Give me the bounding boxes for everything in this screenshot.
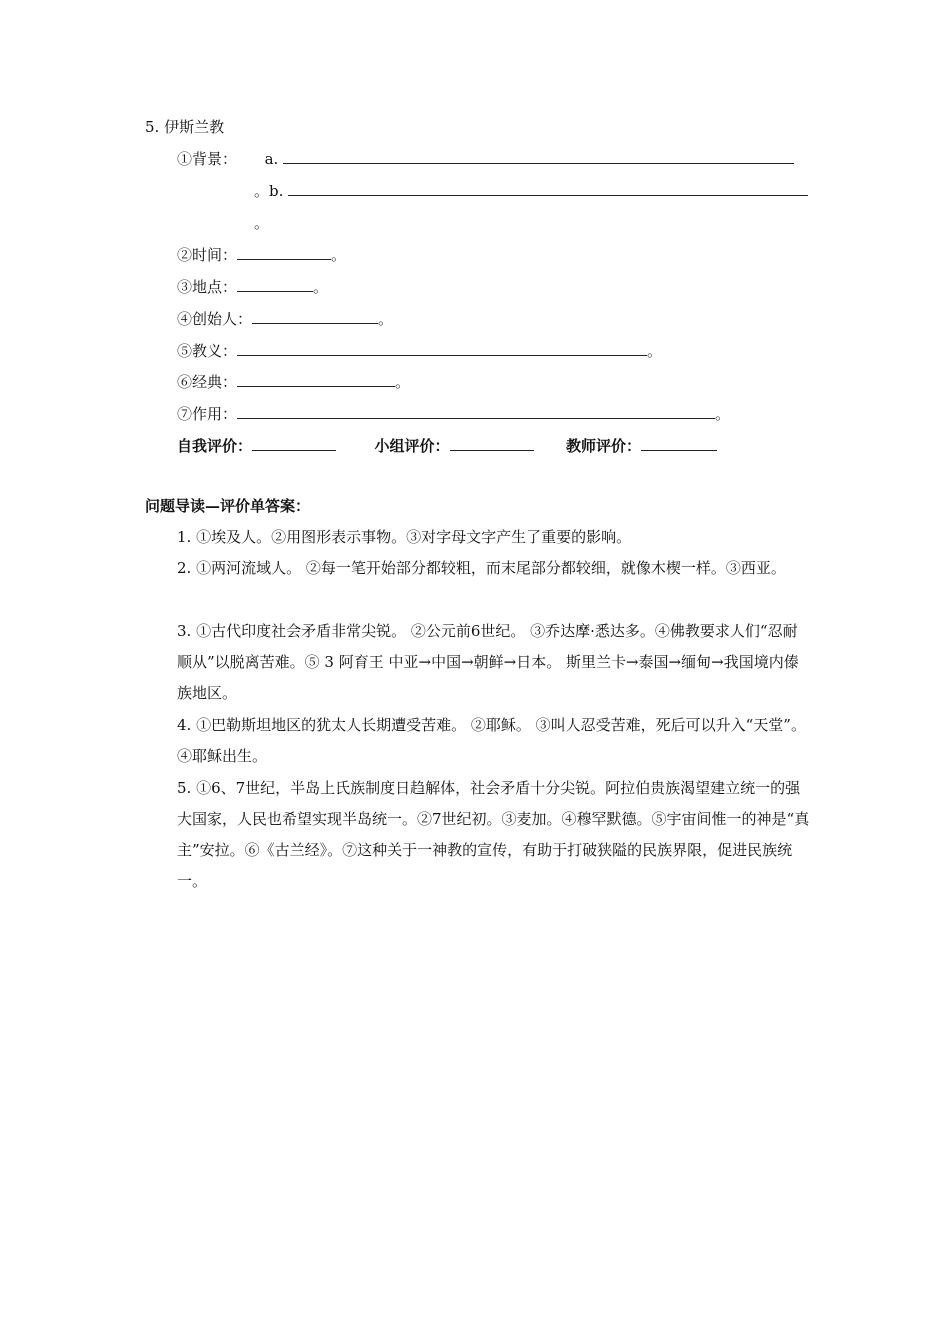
place-blank[interactable] <box>237 277 313 292</box>
background-label: ①背景： <box>177 150 238 168</box>
self-eval-blank[interactable] <box>252 436 336 451</box>
doctrine-row <box>177 340 662 361</box>
teacher-eval-label: 教师评价： <box>565 437 641 455</box>
answer-text: 4. ①巴勒斯坦地区的犹太人长期遭受苦难。 ②耶稣。 ③叫人忍受苦难，死后可以升入“天堂”。 ④耶稣出生。 <box>177 716 806 765</box>
answer-item-2 <box>145 553 810 584</box>
time-blank[interactable] <box>237 245 331 260</box>
self-eval-label: 自我评价： <box>177 437 253 455</box>
background-a-blank[interactable] <box>283 149 794 164</box>
scripture-label: ⑥经典： <box>177 373 238 391</box>
b-prefix: 。b. <box>254 182 284 200</box>
group-eval-label: 小组评价： <box>374 437 450 455</box>
a-prefix: a. <box>264 150 279 168</box>
period: 。 <box>647 342 663 360</box>
founder-blank[interactable] <box>252 309 378 324</box>
doctrine-blank[interactable] <box>237 341 647 356</box>
period: 。 <box>378 310 394 328</box>
answer-item-3 <box>145 616 810 709</box>
group-eval-blank[interactable] <box>450 436 534 451</box>
founder-label: ④创始人： <box>177 310 253 328</box>
period: 。 <box>331 246 347 264</box>
background-b-blank[interactable] <box>288 181 808 196</box>
answer-text: 1. ①埃及人。②用图形表示事物。③对字母文字产生了重要的影响。 <box>177 528 632 546</box>
period: 。 <box>715 405 731 423</box>
time-row <box>177 244 346 265</box>
section-heading: 5. 伊斯兰教 <box>145 118 225 136</box>
answer-item-4 <box>145 710 810 772</box>
answer-text: 3. ①古代印度社会矛盾非常尖锐。 ②公元前6世纪。 ③乔达摩·悉达多。④佛教要求人们“忍耐顺从”以脱离苦难。⑤ 3 阿育王 中亚→中国→朝鲜→日本。 斯里兰卡→泰国→缅甸→我国境内傣族地区。 <box>177 622 799 702</box>
period: 。 <box>395 373 411 391</box>
answer-item-5 <box>145 773 810 897</box>
answer-text: 5. ①6、7世纪，半岛上氏族制度日趋解体，社会矛盾十分尖锐。阿拉伯贵族渴望建立统一的强大国家，人民也希望实现半岛统一。②7世纪初。③麦加。④穆罕默德。⑤宇宙间惟一的神是“真主”安拉。⑥《古兰经》。⑦这种关于一神教的宣传，有助于打破狭隘的民族界限，促进民族统一。 <box>177 779 810 890</box>
background-row <box>177 148 794 169</box>
period: 。 <box>313 278 329 296</box>
role-label: ⑦作用： <box>177 405 238 423</box>
answers-title: 问题导读—评价单答案： <box>145 497 311 515</box>
scripture-blank[interactable] <box>237 372 395 387</box>
background-end: 。 <box>254 214 270 232</box>
background-b-row <box>254 180 808 201</box>
place-label: ③地点： <box>177 278 238 296</box>
answer-text: 2. ①两河流域人。 ②每一笔开始部分都较粗，而末尾部分都较细，就像木楔一样。③西亚。 <box>177 559 786 577</box>
role-blank[interactable] <box>237 404 715 419</box>
answer-item-1 <box>145 522 810 553</box>
time-label: ②时间： <box>177 246 238 264</box>
place-row <box>177 276 328 297</box>
founder-row <box>177 308 393 329</box>
role-row <box>177 403 730 424</box>
teacher-eval-blank[interactable] <box>641 436 717 451</box>
scripture-row <box>177 371 410 392</box>
doctrine-label: ⑤教义： <box>177 342 238 360</box>
evaluation-row <box>177 435 717 456</box>
